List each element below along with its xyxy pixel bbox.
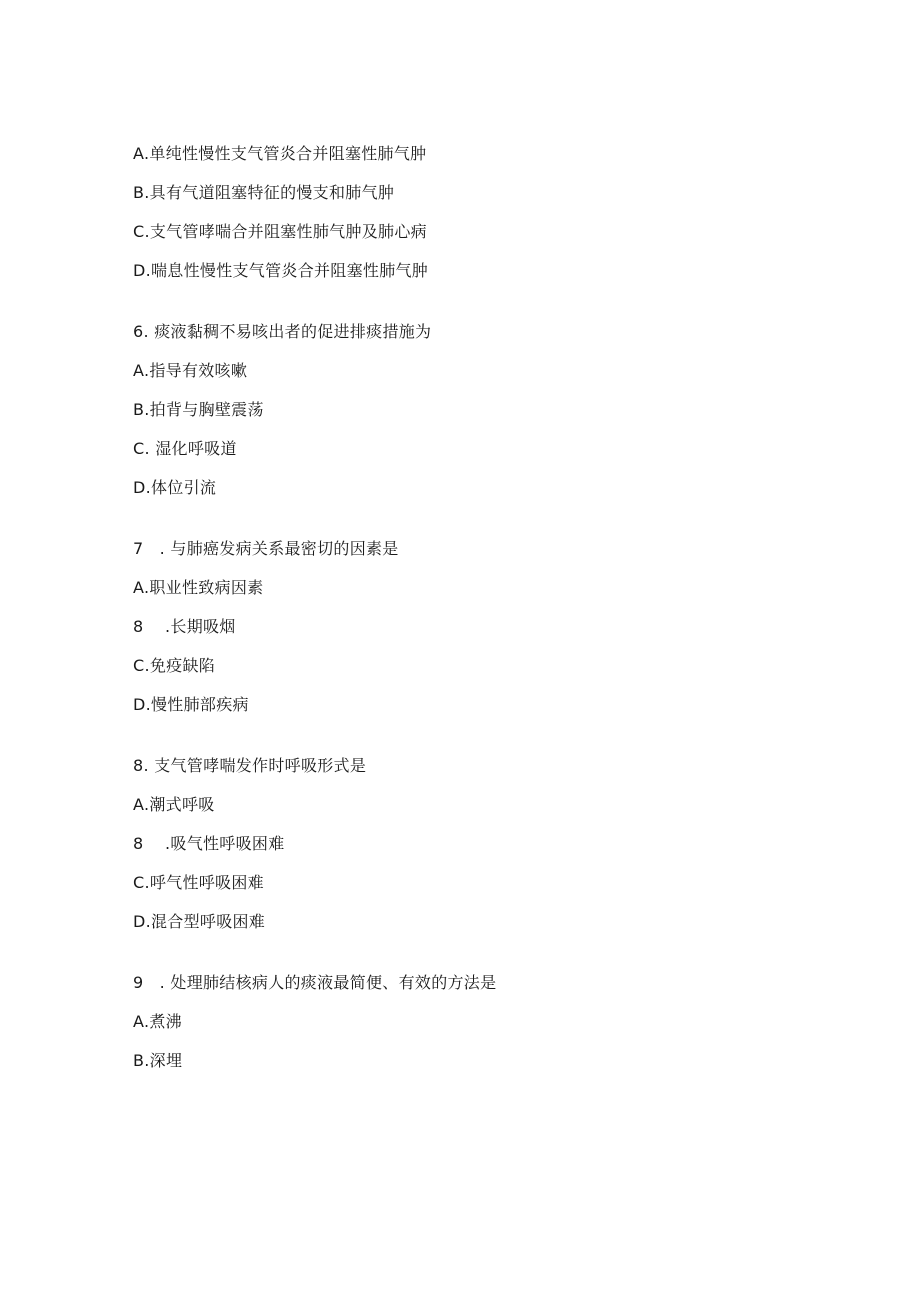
option-line: C. 湿化呼吸道	[133, 439, 237, 458]
option-line: D.喘息性慢性支气管炎合并阻塞性肺气肿	[133, 261, 429, 280]
option-line: A.潮式呼吸	[133, 795, 215, 814]
question-line: 7 . 与肺癌发病关系最密切的因素是	[133, 539, 399, 558]
option-line: C.支气管哮喘合并阻塞性肺气肿及肺心病	[133, 222, 427, 241]
option-line: B.深埋	[133, 1051, 183, 1070]
option-line: 8 .吸气性呼吸困难	[133, 834, 285, 853]
question-line: 8. 支气管哮喘发作时呼吸形式是	[133, 756, 367, 775]
option-line: C.呼气性呼吸困难	[133, 873, 264, 892]
question-line: 6. 痰液黏稠不易咳出者的促进排痰措施为	[133, 322, 432, 341]
question-line: 9 . 处理肺结核病人的痰液最简便、有效的方法是	[133, 973, 497, 992]
option-line: C.免疫缺陷	[133, 656, 216, 675]
option-line: D.混合型呼吸困难	[133, 912, 266, 931]
option-line: D.慢性肺部疾病	[133, 695, 249, 714]
option-line: D.体位引流	[133, 478, 217, 497]
option-line: A.煮沸	[133, 1012, 182, 1031]
option-line: A.职业性致病因素	[133, 578, 264, 597]
option-line: A.指导有效咳嗽	[133, 361, 248, 380]
option-line: B.具有气道阻塞特征的慢支和肺气肿	[133, 183, 395, 202]
option-line: B.拍背与胸壁震荡	[133, 400, 264, 419]
option-line: 8 .长期吸烟	[133, 617, 236, 636]
option-line: A.单纯性慢性支气管炎合并阻塞性肺气肿	[133, 144, 427, 163]
